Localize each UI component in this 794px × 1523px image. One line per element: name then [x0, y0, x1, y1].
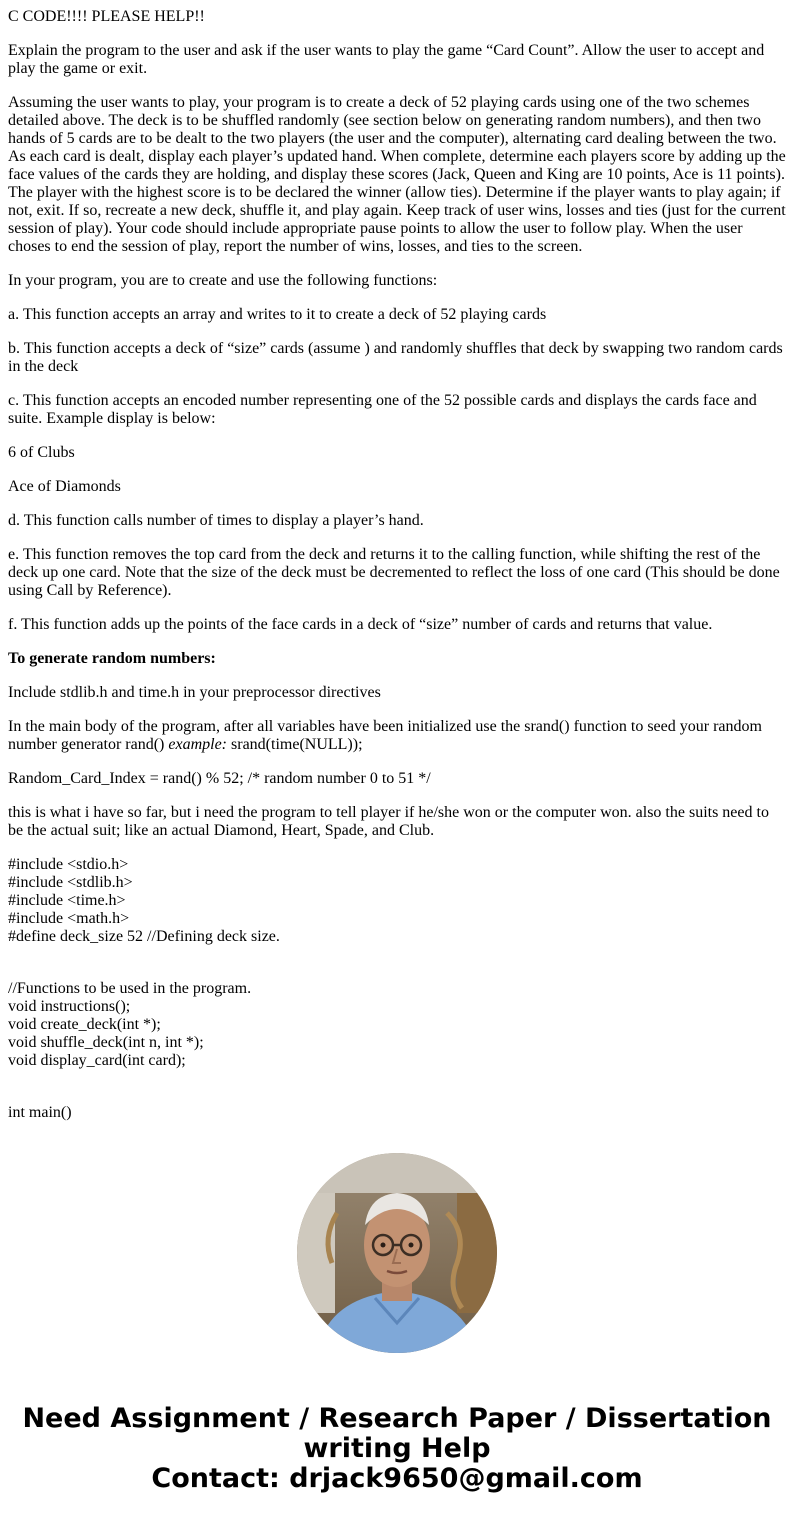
code-line: void instructions(); — [8, 998, 131, 1015]
code-line: void create_deck(int *); — [8, 1016, 161, 1033]
code-line: //Functions to be used in the program. — [8, 980, 252, 997]
code-line: #include <math.h> — [8, 910, 130, 927]
random-seed-paragraph: In the main body of the program, after all variables have been initialized use the srand() function to seed your random number generator rand() example: srand(time(NULL)); — [8, 718, 762, 753]
example-display-2: Ace of Diamonds — [8, 478, 121, 495]
function-c: c. This function accepts an encoded number representing one of the 52 possible cards and displays the cards face and suite. Example display is below: — [8, 392, 757, 427]
spacer — [8, 1086, 788, 1104]
user-note: this is what i have so far, but i need the program to tell player if he/she won or the computer won. also the suits need to be the actual suit; like an actual Diamond, Heart, Spade, and Club. — [8, 804, 769, 839]
function-a: a. This function accepts an array and writes to it to create a deck of 52 playing cards — [8, 306, 547, 323]
banner-contact-line: Contact: drjack9650@gmail.com — [151, 1463, 643, 1494]
function-e: e. This function removes the top card from the deck and returns it to the calling function, while shifting the rest of the deck up one card. Note that the size of the deck must be decremented to reflect the loss of one card (This should be done using Call by Reference). — [8, 546, 780, 599]
code-line: #include <time.h> — [8, 892, 126, 909]
article-body — [8, 8, 788, 1122]
question-title: C CODE!!!! PLEASE HELP!! — [8, 8, 205, 25]
example-display-1: 6 of Clubs — [8, 444, 75, 461]
function-b: b. This function accepts a deck of “size” cards (assume ) and randomly shuffles that deck by swapping two random cards in the deck — [8, 340, 783, 375]
avatar-photo — [297, 1153, 497, 1353]
intro-paragraph: Explain the program to the user and ask if the user wants to play the game “Card Count”. Allow the user to accept and play the game or exit. — [8, 42, 765, 77]
banner-line-2: writing Help — [303, 1433, 491, 1464]
functions-intro: In your program, you are to create and use the following functions: — [8, 272, 438, 289]
function-f: f. This function adds up the points of the face cards in a deck of “size” number of cards and returns that value. — [8, 616, 713, 633]
code-includes — [8, 856, 788, 946]
code-line: void display_card(int card); — [8, 1052, 186, 1069]
code-line: #include <stdio.h> — [8, 856, 129, 873]
code-line: #include <stdlib.h> — [8, 874, 133, 891]
code-main-line: int main() — [8, 1104, 72, 1121]
avatar — [297, 1153, 497, 1353]
contact-banner — [0, 1404, 794, 1494]
random-include: Include stdlib.h and time.h in your preprocessor directives — [8, 684, 381, 701]
assignment-paragraph: Assuming the user wants to play, your program is to create a deck of 52 playing cards using one of the two schemes detailed above. The deck is to be shuffled randomly (see section below on generating random numbers), and then two hands of 5 cards are to be dealt to the two players (the user and the computer), alternating card dealing between the two. As each card is dealt, display each player’s updated hand. When complete, determine each players score by adding up the face values of the cards they are holding, and display these scores (Jack, Queen and King are 10 points, Ace is 11 points). The player with the highest score is to be declared the winner (allow ties). Determine if the player wants to play again; if not, exit. If so, recreate a new deck, shuffle it, and play again. Keep track of user wins, losses and ties (just for the current session of play). Your code should include appropriate pause points to allow the user to follow play. When the user choses to end the session of play, report the number of wins, losses, and ties to the screen. — [8, 94, 786, 255]
code-line: void shuffle_deck(int n, int *); — [8, 1034, 204, 1051]
random-index-line: Random_Card_Index = rand() % 52; /* random number 0 to 51 */ — [8, 770, 431, 787]
random-heading: To generate random numbers: — [8, 650, 216, 667]
function-d: d. This function calls number of times to display a player’s hand. — [8, 512, 424, 529]
banner-line-1: Need Assignment / Research Paper / Dissertation — [22, 1403, 772, 1434]
code-function-prototypes — [8, 980, 788, 1070]
code-line: #define deck_size 52 //Defining deck size. — [8, 928, 280, 945]
spacer — [8, 962, 788, 980]
